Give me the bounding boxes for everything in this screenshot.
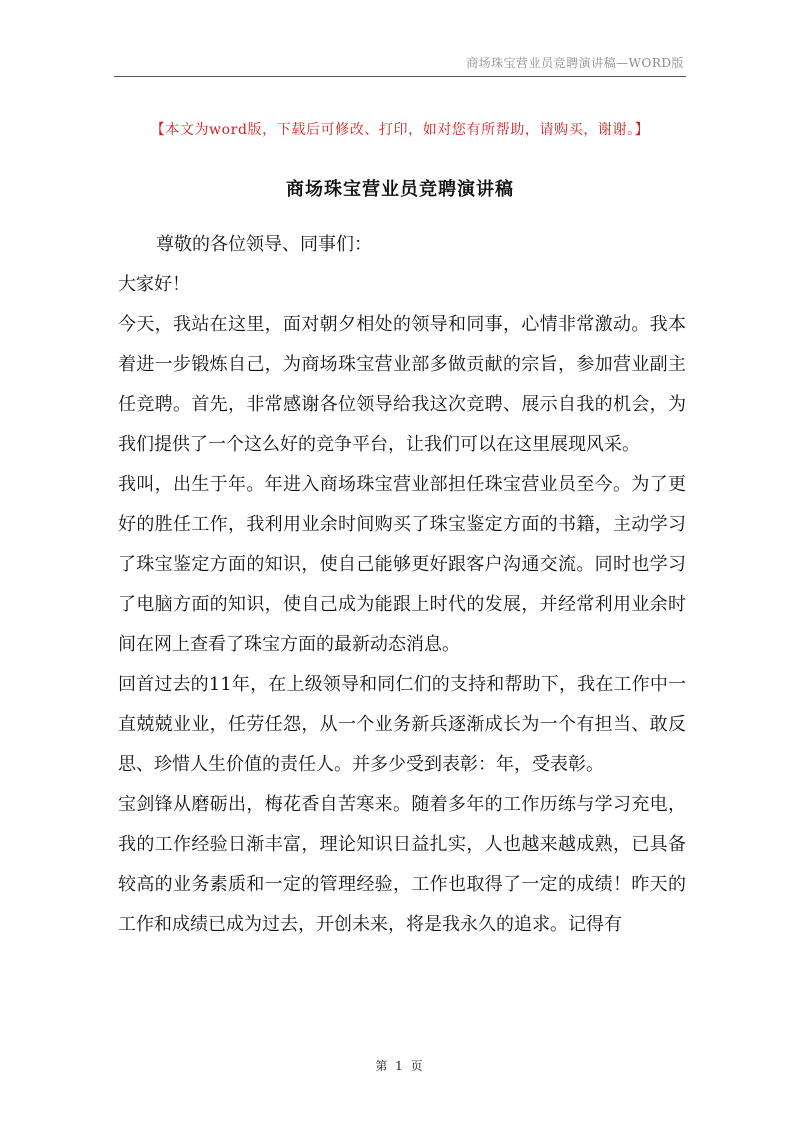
paragraph: 回首过去的11年，在上级领导和同仁们的支持和帮助下，我在工作中一直兢兢业业，任劳任怨，从一个业务新兵逐渐成长为一个有担当、敢反思、珍惜人生价值的责任人。并多少受到表彰：年，受表彰。: [118, 674, 686, 775]
paragraph-greeting: 大家好！: [118, 274, 190, 295]
paragraph: 我叫，出生于年。年进入商场珠宝营业部担任珠宝营业员至今。为了更好的胜任工作，我利用业余时间购买了珠宝鉴定方面的书籍，主动学习了珠宝鉴定方面的知识，使自己能够更好跟客户沟通交流。同时也学习了电脑方面的知识，使自己成为能跟上时代的发展，并经常利用业余时间在网上查看了珠宝方面的最新动态消息。: [118, 474, 686, 655]
paragraph: 宝剑锋从磨砺出，梅花香自苦寒来。随着多年的工作历练与学习充电，我的工作经验日渐丰富，理论知识日益扎实，人也越来越成熟，已具备较高的业务素质和一定的管理经验，工作也取得了一定的成绩！昨天的工作和成绩已成为过去，开创未来，将是我永久的追求。记得有: [118, 794, 686, 935]
paragraph-salutation: 尊敬的各位领导、同事们：: [156, 234, 372, 255]
document-title: 商场珠宝营业员竞聘演讲稿: [286, 179, 514, 200]
paragraph: 今天，我站在这里，面对朝夕相处的领导和同事，心情非常激动。我本着进一步锻炼自己，为商场珠宝营业部多做贡献的宗旨，参加营业副主任竞聘。首先，非常感谢各位领导给我这次竞聘、展示自我的机会，为我们提供了一个这么好的竞争平台，让我们可以在这里展现风采。: [118, 314, 686, 455]
download-notice: 【本文为word版，下载后可修改、打印，如对您有所帮助，请购买，谢谢。】: [150, 122, 650, 138]
document-body: [118, 225, 686, 945]
running-header: 商场珠宝营业员竞聘演讲稿—WORD版: [466, 56, 684, 70]
header-divider: [114, 76, 686, 77]
page-number: 第 1 页: [375, 1059, 425, 1073]
